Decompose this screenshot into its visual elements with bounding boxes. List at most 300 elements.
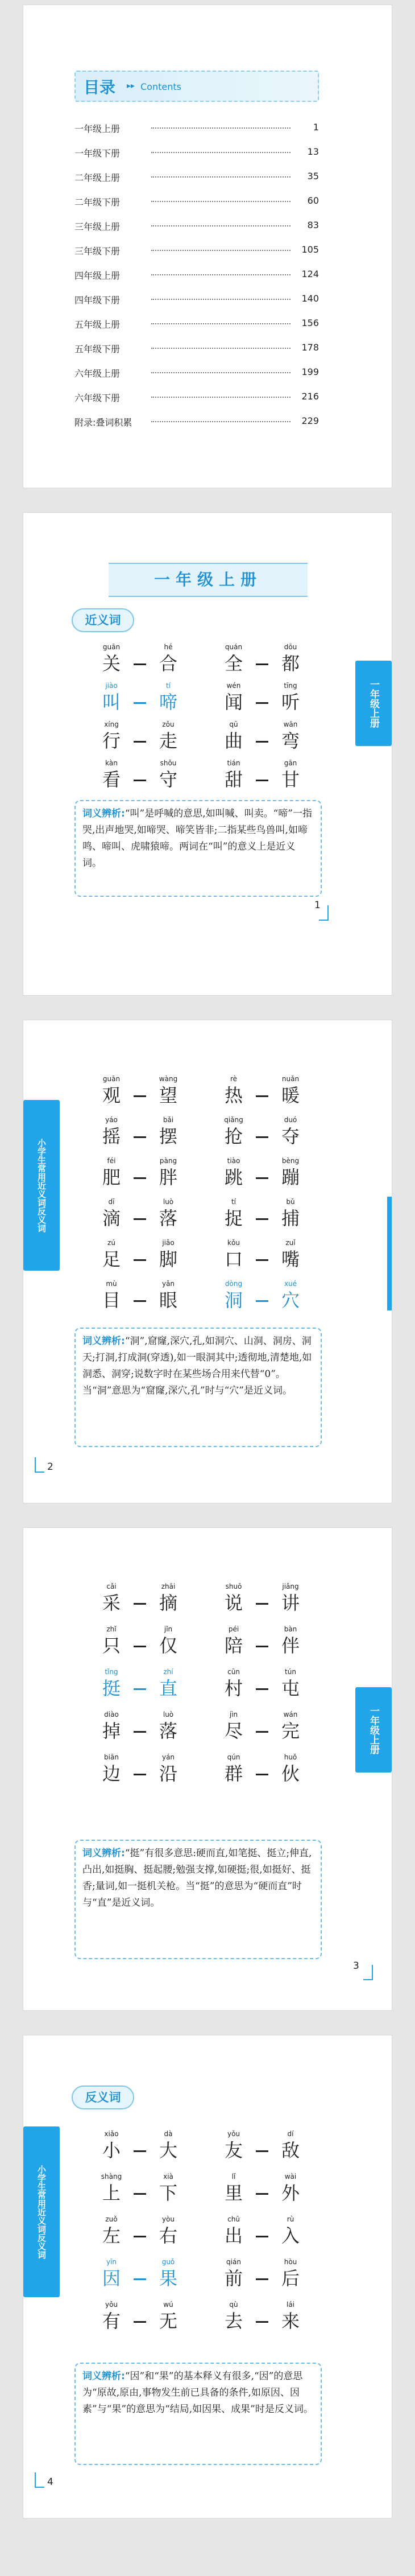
pinyin: hòu	[284, 2258, 297, 2266]
word-char	[219, 1710, 248, 1742]
page-corner-mark	[363, 1965, 373, 1980]
toc-entry[interactable]	[74, 146, 319, 163]
pinyin: wú	[163, 2301, 173, 2309]
page-corner-mark	[319, 905, 329, 921]
word-char	[219, 1667, 248, 1700]
pair-dash	[134, 1300, 146, 1302]
hanzi: 来	[281, 2310, 300, 2332]
pinyin: qún	[227, 1753, 240, 1761]
word-char	[276, 1074, 305, 1107]
section-label-antonyms: 反义词	[72, 2085, 134, 2109]
toc-leader-dots	[151, 397, 290, 398]
word-char	[154, 1710, 182, 1742]
toc-entry-page: 199	[301, 366, 319, 377]
pinyin: huǒ	[284, 1753, 297, 1761]
toc-entry-page: 156	[301, 318, 319, 328]
analysis-label: 词义辨析:	[82, 2371, 125, 2382]
page-number: 3	[353, 1960, 359, 1972]
hanzi: 摘	[159, 1592, 177, 1614]
hanzi: 夺	[281, 1126, 300, 1147]
hanzi: 全	[224, 653, 243, 674]
hanzi: 行	[102, 730, 121, 752]
hanzi: 去	[224, 2310, 243, 2332]
word-char	[219, 1753, 248, 1785]
pinyin: diào	[104, 1711, 119, 1718]
word-char	[154, 2215, 182, 2247]
hanzi: 摆	[159, 1126, 177, 1147]
word-char	[219, 1625, 248, 1657]
word-char	[154, 1667, 182, 1700]
word-char	[219, 2215, 248, 2247]
pair-dash	[256, 2236, 268, 2237]
word-char	[276, 1115, 305, 1148]
pair-dash	[256, 1646, 268, 1647]
pinyin: lǐ	[231, 2173, 236, 2181]
toc-entry-page: 229	[301, 415, 319, 426]
pinyin: bǎi	[163, 1116, 174, 1124]
word-char	[276, 1667, 305, 1700]
pinyin: qiǎng	[224, 1116, 243, 1124]
hanzi: 仅	[159, 1635, 177, 1656]
pair-dash	[256, 1603, 268, 1605]
word-char	[154, 681, 182, 714]
hanzi: 屯	[281, 1678, 300, 1699]
pinyin: cūn	[227, 1668, 240, 1676]
hanzi: 下	[159, 2182, 177, 2204]
pair-dash	[256, 702, 268, 704]
pinyin: lái	[286, 2301, 295, 2309]
pair-dash	[256, 1300, 268, 1302]
word-char	[154, 1197, 182, 1230]
pinyin: xià	[163, 2173, 173, 2181]
word-char	[276, 642, 305, 675]
word-char	[97, 2215, 126, 2247]
toc-entry[interactable]	[74, 415, 319, 432]
toc-subtitle: Contents	[140, 81, 181, 92]
word-char	[154, 642, 182, 675]
pair-dash	[256, 1095, 268, 1097]
hanzi: 都	[281, 653, 300, 674]
hanzi: 观	[102, 1085, 121, 1106]
hanzi: 只	[102, 1635, 121, 1656]
pair-dash	[134, 1774, 146, 1775]
word-char	[154, 2257, 182, 2290]
hanzi: 摇	[102, 1126, 121, 1147]
pair-dash	[134, 1136, 146, 1138]
pinyin: tí	[231, 1198, 236, 1206]
pinyin: yīn	[106, 2258, 117, 2266]
hanzi: 落	[159, 1720, 177, 1742]
pair-dash	[134, 1646, 146, 1647]
toc-entry[interactable]	[74, 318, 319, 335]
toc-entry-label: 二年级上册	[74, 172, 121, 183]
word-char	[97, 681, 126, 714]
pinyin: yòu	[161, 2215, 175, 2223]
analysis-text: “挺”有很多意思:硬而直,如笔挺、挺立;伸直,凸出,如挺胸、挺起腰;勉强支撑,如硬挺;很,如挺好、挺香;量词,如一挺机关枪。当“挺”的意思为“硬而直”时与“直”是近义词。	[82, 1848, 312, 1909]
pair-dash	[134, 780, 146, 781]
pair-dash	[134, 2150, 146, 2152]
toc-entry[interactable]	[74, 366, 319, 384]
toc-leader-dots	[151, 250, 290, 251]
toc-entry[interactable]	[74, 293, 319, 310]
pinyin: yǒu	[227, 2130, 240, 2138]
word-char	[97, 2300, 126, 2332]
hanzi: 果	[159, 2268, 177, 2289]
toc-entry[interactable]	[74, 342, 319, 359]
pinyin: tiào	[227, 1157, 240, 1165]
pinyin: hé	[164, 643, 173, 651]
toc-title: 目录	[84, 78, 116, 97]
hanzi: 眼	[159, 1289, 177, 1311]
hanzi: 胖	[159, 1167, 177, 1188]
word-char	[154, 2300, 182, 2332]
hanzi: 有	[102, 2310, 121, 2332]
side-tab-book-title: 小学生常用近义词反义词	[23, 1100, 60, 1271]
hanzi: 友	[224, 2140, 243, 2161]
analysis-text: “洞”,窟窿,深穴,孔,如洞穴、山洞、洞房、洞天;打洞,打成洞(穿透),如一眼洞其中;透彻地,清楚地,如洞悉、洞穿;说数字时在某些场合用来代替“0”。当“洞”意思为“窟窿,深穴,孔”时与“穴”是近义词。	[82, 1336, 312, 1396]
hanzi: 跳	[224, 1167, 243, 1188]
pinyin: bèng	[281, 1157, 300, 1165]
word-char	[97, 1074, 126, 1107]
word-char	[219, 1279, 248, 1312]
pinyin: jiǎo	[162, 1239, 175, 1247]
word-char	[97, 1582, 126, 1614]
word-char	[276, 2300, 305, 2332]
toc-entry[interactable]	[74, 122, 319, 139]
word-char	[276, 1238, 305, 1271]
hanzi: 穴	[281, 1289, 300, 1311]
word-char	[276, 720, 305, 752]
pinyin: biān	[104, 1753, 119, 1761]
pinyin: xiǎo	[104, 2130, 119, 2138]
hanzi: 蹦	[281, 1167, 300, 1188]
word-char	[219, 1074, 248, 1107]
pair-dash	[256, 741, 268, 743]
hanzi: 听	[281, 691, 300, 713]
toc-leader-dots	[151, 274, 290, 275]
pinyin: wán	[283, 1711, 298, 1718]
pair-dash	[134, 1177, 146, 1179]
word-char	[154, 1074, 182, 1107]
pinyin: féi	[107, 1157, 116, 1165]
hanzi: 啼	[159, 691, 177, 713]
toc-title-bar	[74, 71, 319, 102]
toc-entry-label: 四年级上册	[74, 270, 121, 281]
pinyin: shuō	[225, 1582, 242, 1590]
word-char	[276, 1279, 305, 1312]
book-page-4	[23, 2035, 392, 2519]
pinyin: xíng	[104, 720, 119, 728]
word-char	[154, 1238, 182, 1271]
page-corner-mark	[35, 1457, 44, 1473]
pinyin: jìn	[229, 1711, 238, 1718]
hanzi: 捉	[224, 1207, 243, 1229]
toc-entry-page: 105	[301, 244, 319, 255]
hanzi: 口	[224, 1248, 243, 1270]
word-char	[97, 720, 126, 752]
toc-entry-label: 一年级上册	[74, 123, 121, 134]
toc-leader-dots	[151, 348, 290, 349]
pinyin: zhǐ	[106, 1625, 117, 1633]
analysis-label: 词义辨析:	[82, 1848, 125, 1859]
word-char	[276, 2215, 305, 2247]
hanzi: 叫	[102, 691, 121, 713]
word-char	[219, 1197, 248, 1230]
pinyin: guān	[102, 643, 121, 651]
hanzi: 入	[281, 2225, 300, 2247]
pinyin: tián	[227, 759, 240, 767]
word-char	[276, 1156, 305, 1189]
pinyin: mù	[106, 1280, 117, 1288]
hanzi: 掉	[102, 1720, 121, 1742]
hanzi: 挺	[102, 1678, 121, 1699]
hanzi: 甜	[224, 769, 243, 790]
word-char	[219, 759, 248, 791]
pair-dash	[256, 2150, 268, 2152]
pinyin: shǒu	[160, 759, 177, 767]
toc-entry-page: 13	[307, 146, 319, 157]
pinyin: tīng	[284, 682, 297, 690]
pair-dash	[134, 2236, 146, 2237]
hanzi: 敌	[281, 2140, 300, 2161]
toc-entry[interactable]	[74, 391, 319, 408]
word-char	[97, 1625, 126, 1657]
toc-leader-dots	[151, 372, 290, 373]
word-char	[276, 2172, 305, 2204]
pinyin: jǐn	[164, 1625, 173, 1633]
hanzi: 无	[159, 2310, 177, 2332]
word-char	[154, 759, 182, 791]
toc-entry-page: 35	[307, 171, 319, 182]
pinyin: guǒ	[161, 2258, 175, 2266]
pinyin: zhí	[163, 1668, 173, 1676]
hanzi: 热	[224, 1085, 243, 1106]
word-char	[154, 1279, 182, 1312]
toc-entry-page: 1	[313, 122, 319, 133]
analysis-box	[74, 1840, 322, 1959]
pinyin: wān	[283, 720, 298, 728]
pinyin: tí	[165, 682, 171, 690]
toc-entry[interactable]	[74, 195, 319, 212]
hanzi: 捕	[281, 1207, 300, 1229]
toc-entry-label: 三年级上册	[74, 221, 121, 232]
pinyin: yǒu	[105, 2301, 118, 2309]
pinyin: jiǎng	[282, 1582, 299, 1590]
pair-dash	[134, 2193, 146, 2195]
pinyin: shàng	[101, 2173, 122, 2181]
analysis-box	[74, 800, 322, 897]
pair-dash	[134, 2321, 146, 2323]
hanzi: 群	[224, 1763, 243, 1784]
section-label-synonyms: 近义词	[72, 608, 134, 632]
hanzi: 小	[102, 2140, 121, 2161]
pair-dash	[134, 702, 146, 704]
toc-leader-dots	[151, 176, 290, 178]
word-char	[154, 1625, 182, 1657]
toc-entry-label: 三年级下册	[74, 246, 121, 257]
pair-dash	[256, 2321, 268, 2323]
pinyin: cǎi	[106, 1582, 117, 1590]
hanzi: 暖	[281, 1085, 300, 1106]
toc-leader-dots	[151, 299, 290, 300]
pair-dash	[134, 1688, 146, 1690]
pinyin: zhāi	[161, 1582, 176, 1590]
word-char	[219, 1115, 248, 1148]
toc-entry[interactable]	[74, 269, 319, 286]
hanzi: 出	[224, 2225, 243, 2247]
pinyin: yáo	[105, 1116, 118, 1124]
hanzi: 直	[159, 1678, 177, 1699]
pinyin: yǎn	[161, 1280, 175, 1288]
word-char	[97, 642, 126, 675]
hanzi: 伴	[281, 1635, 300, 1656]
toc-entry-page: 83	[307, 220, 319, 230]
hanzi: 左	[102, 2225, 121, 2247]
hanzi: 嘴	[281, 1248, 300, 1270]
hanzi: 望	[159, 1085, 177, 1106]
analysis-text: “因”和“果”的基本释义有很多,“因”的意思为“原故,原由,事物发生前已具备的条件,如原因、因素”与“果”的意思为“结局,如因果、成果”时是反义词。	[82, 2371, 313, 2415]
pinyin: jiào	[105, 682, 118, 690]
pinyin: dōu	[284, 643, 297, 651]
toc-leader-dots	[151, 421, 290, 422]
pinyin: luò	[163, 1198, 174, 1206]
pair-dash	[256, 780, 268, 781]
pair-dash	[134, 1259, 146, 1261]
word-char	[154, 2129, 182, 2162]
word-char	[154, 720, 182, 752]
page-number: 2	[47, 1461, 53, 1473]
word-char	[97, 2257, 126, 2290]
pair-dash	[134, 1095, 146, 1097]
toc-entry-label: 五年级上册	[74, 319, 121, 330]
pinyin: luò	[163, 1711, 174, 1718]
pair-dash	[134, 1603, 146, 1605]
pinyin: dī	[108, 1198, 115, 1206]
pinyin: guān	[102, 1075, 121, 1083]
side-tab-book-title: 小学生常用近义词反义词	[23, 2126, 60, 2297]
hanzi: 脚	[159, 1248, 177, 1270]
word-char	[97, 2172, 126, 2204]
pinyin: rù	[287, 2215, 294, 2223]
toc-entry-label: 五年级下册	[74, 344, 121, 355]
hanzi: 滴	[102, 1207, 121, 1229]
pinyin: kǒu	[227, 1239, 240, 1247]
book-page-2	[23, 1020, 392, 1503]
hanzi: 伙	[281, 1763, 300, 1784]
pinyin: dí	[287, 2130, 294, 2138]
pinyin: gān	[284, 759, 297, 767]
pinyin: rè	[230, 1075, 238, 1083]
pinyin: quán	[225, 643, 243, 651]
analysis-box	[74, 1328, 322, 1447]
word-char	[219, 2172, 248, 2204]
hanzi: 讲	[281, 1592, 300, 1614]
word-char	[276, 2129, 305, 2162]
pair-dash	[256, 2278, 268, 2280]
word-char	[154, 1582, 182, 1614]
pinyin: zuǐ	[285, 1239, 296, 1247]
word-char	[219, 1582, 248, 1614]
word-char	[276, 1625, 305, 1657]
word-char	[97, 1197, 126, 1230]
pair-dash	[134, 2278, 146, 2280]
toc-entry[interactable]	[74, 220, 319, 237]
pinyin: bàn	[284, 1625, 297, 1633]
hanzi: 尽	[224, 1720, 243, 1742]
word-char	[154, 1753, 182, 1785]
pair-dash	[256, 2193, 268, 2195]
hanzi: 走	[159, 730, 177, 752]
toc-entry-label: 四年级下册	[74, 295, 121, 306]
pinyin: qù	[229, 2301, 238, 2309]
toc-entry-page: 60	[307, 195, 319, 206]
hanzi: 肥	[102, 1167, 121, 1188]
hanzi: 甘	[281, 769, 300, 790]
word-char	[219, 720, 248, 752]
pinyin: qū	[229, 720, 238, 728]
word-char	[219, 2257, 248, 2290]
word-char	[276, 1710, 305, 1742]
pair-dash	[134, 741, 146, 743]
word-char	[154, 2172, 182, 2204]
pinyin: pàng	[159, 1157, 177, 1165]
double-arrow-icon: ▸▸	[127, 81, 135, 90]
word-char	[219, 1156, 248, 1189]
hanzi: 陪	[224, 1635, 243, 1656]
pinyin: péi	[228, 1625, 239, 1633]
pair-dash	[256, 1688, 268, 1690]
toc-entry[interactable]	[74, 244, 319, 261]
grade-banner: 一年级上册	[109, 563, 308, 597]
hanzi: 弯	[281, 730, 300, 752]
hanzi: 曲	[224, 730, 243, 752]
hanzi: 关	[102, 653, 121, 674]
word-char	[219, 1238, 248, 1271]
toc-entry-label: 六年级下册	[74, 393, 121, 403]
hanzi: 沿	[159, 1763, 177, 1784]
word-char	[219, 681, 248, 714]
word-char	[276, 1753, 305, 1785]
hanzi: 合	[159, 653, 177, 674]
hanzi: 目	[102, 1289, 121, 1311]
pinyin: zǒu	[162, 720, 175, 728]
pinyin: dà	[164, 2130, 173, 2138]
toc-entry-page: 140	[301, 293, 319, 304]
toc-leader-dots	[151, 152, 290, 153]
analysis-box	[74, 2363, 322, 2465]
pinyin: wàng	[159, 1075, 178, 1083]
word-char	[97, 1115, 126, 1148]
pinyin: chū	[227, 2215, 240, 2223]
hanzi: 后	[281, 2268, 300, 2289]
analysis-label: 词义辨析:	[82, 808, 125, 819]
toc-entry-page: 124	[301, 269, 319, 279]
toc-entry[interactable]	[74, 171, 319, 188]
hanzi: 洞	[224, 1289, 243, 1311]
hanzi: 边	[102, 1763, 121, 1784]
toc-leader-dots	[151, 225, 290, 226]
pinyin: wài	[284, 2173, 297, 2181]
hanzi: 里	[224, 2182, 243, 2204]
pair-dash	[256, 1136, 268, 1138]
hanzi: 抢	[224, 1126, 243, 1147]
toc-entry-label: 附录:叠词积累	[74, 417, 132, 428]
hanzi: 外	[281, 2182, 300, 2204]
pinyin: tǐng	[105, 1668, 118, 1676]
hanzi: 说	[224, 1592, 243, 1614]
hanzi: 守	[159, 769, 177, 790]
toc-entry-label: 二年级下册	[74, 197, 121, 208]
